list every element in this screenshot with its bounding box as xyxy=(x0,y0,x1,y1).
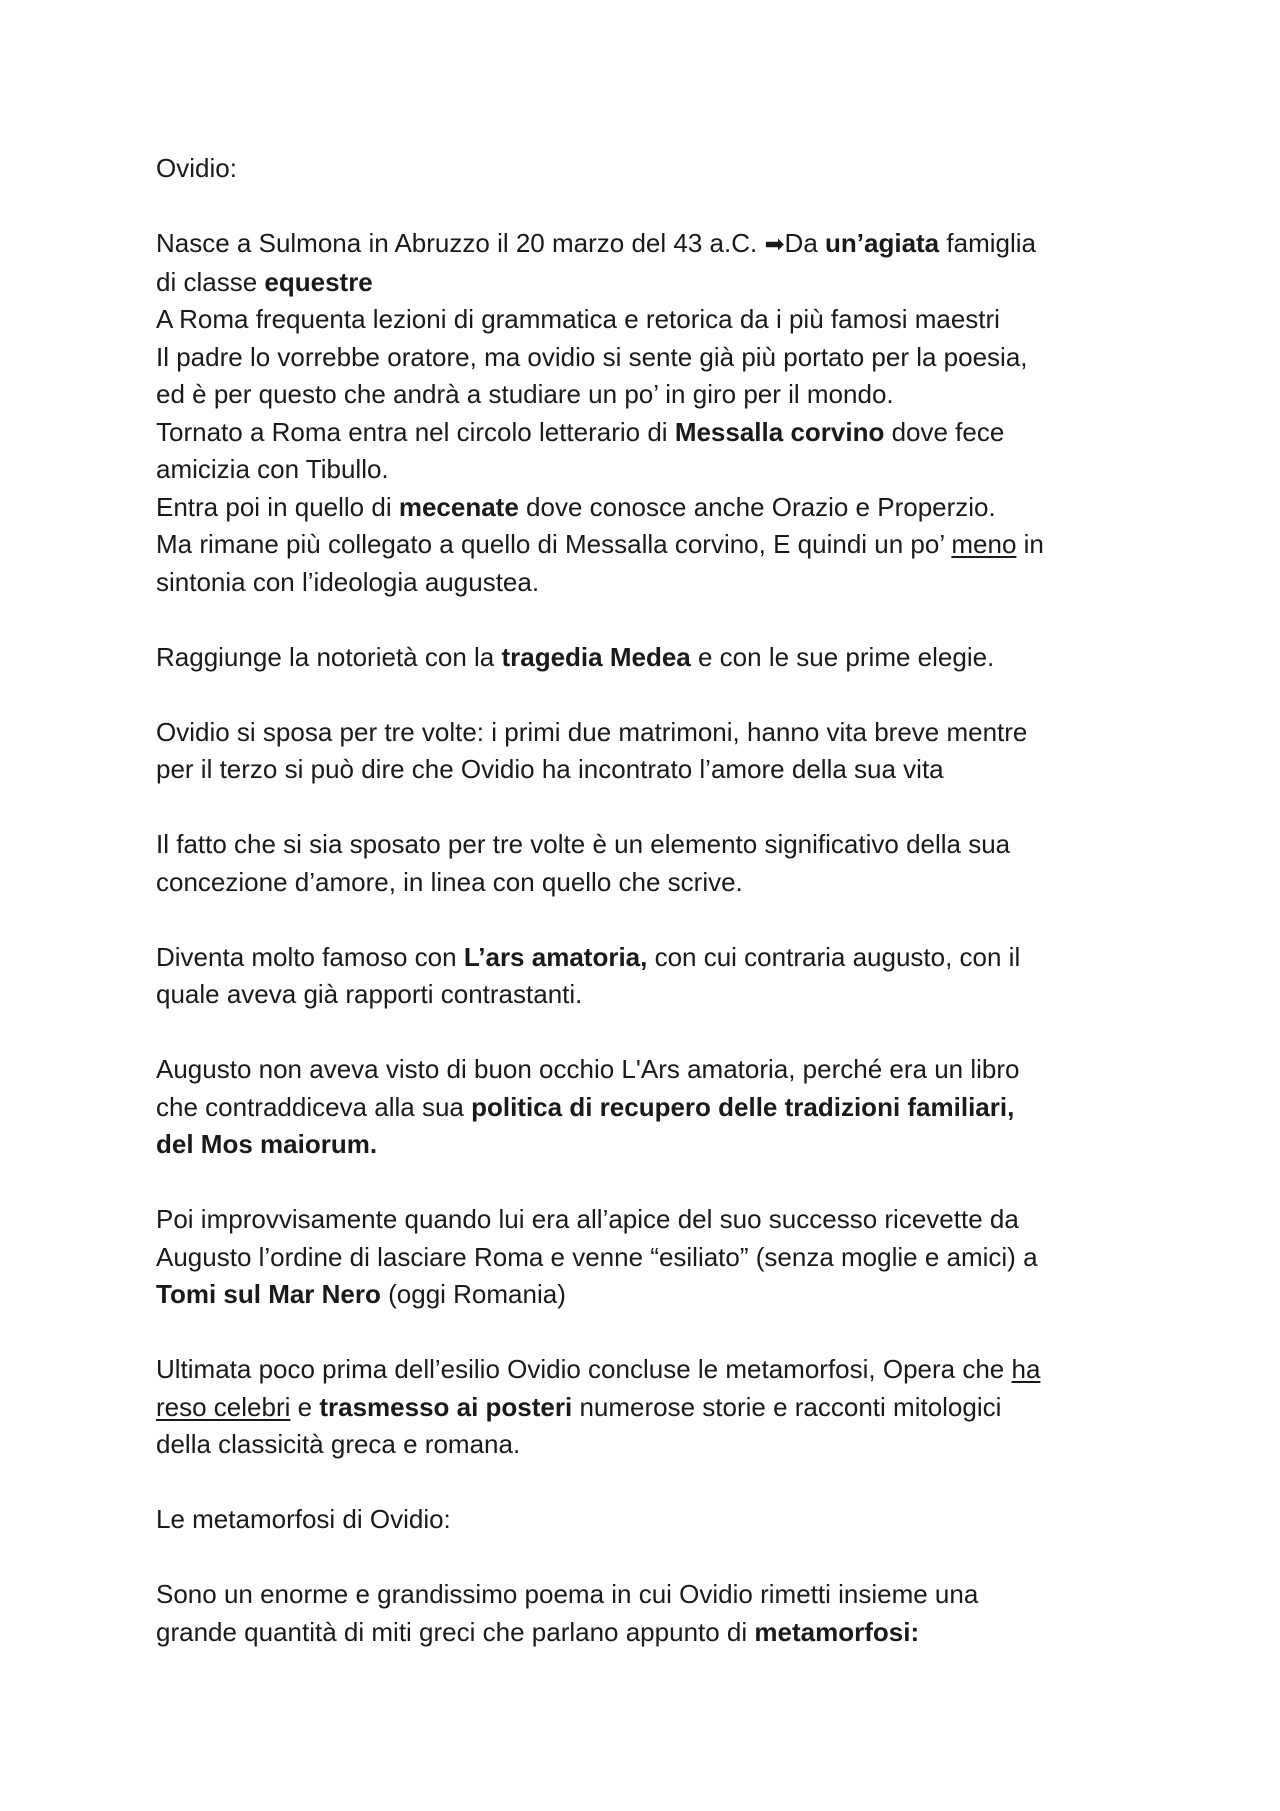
paragraph-ars-amatoria xyxy=(156,939,1136,1014)
text-line: sintonia con l’ideologia augustea. xyxy=(156,566,540,597)
paragraph-marriages xyxy=(156,714,1136,789)
text-line: del Mos maiorum. xyxy=(156,1129,378,1159)
text-line: per il terzo si può dire che Ovidio ha incontrato l’amore della sua vita xyxy=(156,754,944,784)
heading-ovidio: Ovidio: xyxy=(156,153,237,183)
text-line: Ma rimane più collegato a quello di Messalla corvino, E quindi un po’ meno in xyxy=(156,529,1044,559)
paragraph-biography xyxy=(156,225,1136,601)
text-line: di classe equestre xyxy=(156,266,373,297)
text-line: Tomi sul Mar Nero (oggi Romania) xyxy=(156,1279,566,1309)
paragraph-augusto xyxy=(156,1051,1136,1164)
paragraph-notoriety: Raggiunge la notorietà con la tragedia Medea e con le sue prime elegie. xyxy=(156,641,995,672)
text-line: Sono un enorme e grandissimo poema in cui Ovidio rimetti insieme una xyxy=(156,1579,979,1609)
text-line: ed è per questo che andrà a studiare un po’ in giro per il mondo. xyxy=(156,379,894,409)
text-line: Ovidio si sposa per tre volte: i primi due matrimoni, hanno vita breve mentre xyxy=(156,716,1028,747)
text-line: reso celebri e trasmesso ai posteri numerose storie e racconti mitologici xyxy=(156,1391,1002,1422)
text-line: amicizia con Tibullo. xyxy=(156,454,389,484)
text-line: quale aveva già rapporti contrastanti. xyxy=(156,979,583,1009)
text-line: Il padre lo vorrebbe oratore, ma ovidio si sente già più portato per la poesia, xyxy=(156,341,1028,372)
text-line: Diventa molto famoso con L’ars amatoria, con cui contraria augusto, con il xyxy=(156,941,1021,972)
text-line: Augusto l’ordine di lasciare Roma e venne “esiliato” (senza moglie e amici) a xyxy=(156,1241,1038,1272)
paragraph-exile xyxy=(156,1201,1136,1314)
text-line: Il fatto che si sia sposato per tre volte è un elemento significativo della sua xyxy=(156,829,1011,859)
text-line: A Roma frequenta lezioni di grammatica e retorica da i più famosi maestri xyxy=(156,304,1000,334)
text-line: Poi improvvisamente quando lui era all’apice del suo successo ricevette da xyxy=(156,1204,1019,1234)
subheading-metamorfosi: Le metamorfosi di Ovidio: xyxy=(156,1504,451,1534)
paragraph-poem-description xyxy=(156,1576,1136,1651)
paragraph-love-conception xyxy=(156,826,1136,901)
document-page xyxy=(156,150,1136,1689)
paragraph-metamorphoses-completion xyxy=(156,1351,1136,1464)
text-line: concezione d’amore, in linea con quello che scrive. xyxy=(156,866,743,897)
text-line: Augusto non aveva visto di buon occhio L'Ars amatoria, perché era un libro xyxy=(156,1054,1020,1084)
text-line: Ultimata poco prima dell’esilio Ovidio concluse le metamorfosi, Opera che ha xyxy=(156,1354,1041,1384)
text-line: della classicità greca e romana. xyxy=(156,1429,521,1459)
text-line: grande quantità di miti greci che parlano appunto di metamorfosi: xyxy=(156,1616,920,1647)
right-arrow-icon: ➡ xyxy=(764,231,785,258)
text-line: che contraddiceva alla sua politica di recupero delle tradizioni familiari, xyxy=(156,1091,1015,1122)
text-line: Entra poi in quello di mecenate dove conosce anche Orazio e Properzio. xyxy=(156,491,996,522)
text-line: Nasce a Sulmona in Abruzzo il 20 marzo del 43 a.C. ➡Da un’agiata famiglia xyxy=(156,228,1036,258)
text-line: Tornato a Roma entra nel circolo letterario di Messalla corvino dove fece xyxy=(156,416,1005,447)
